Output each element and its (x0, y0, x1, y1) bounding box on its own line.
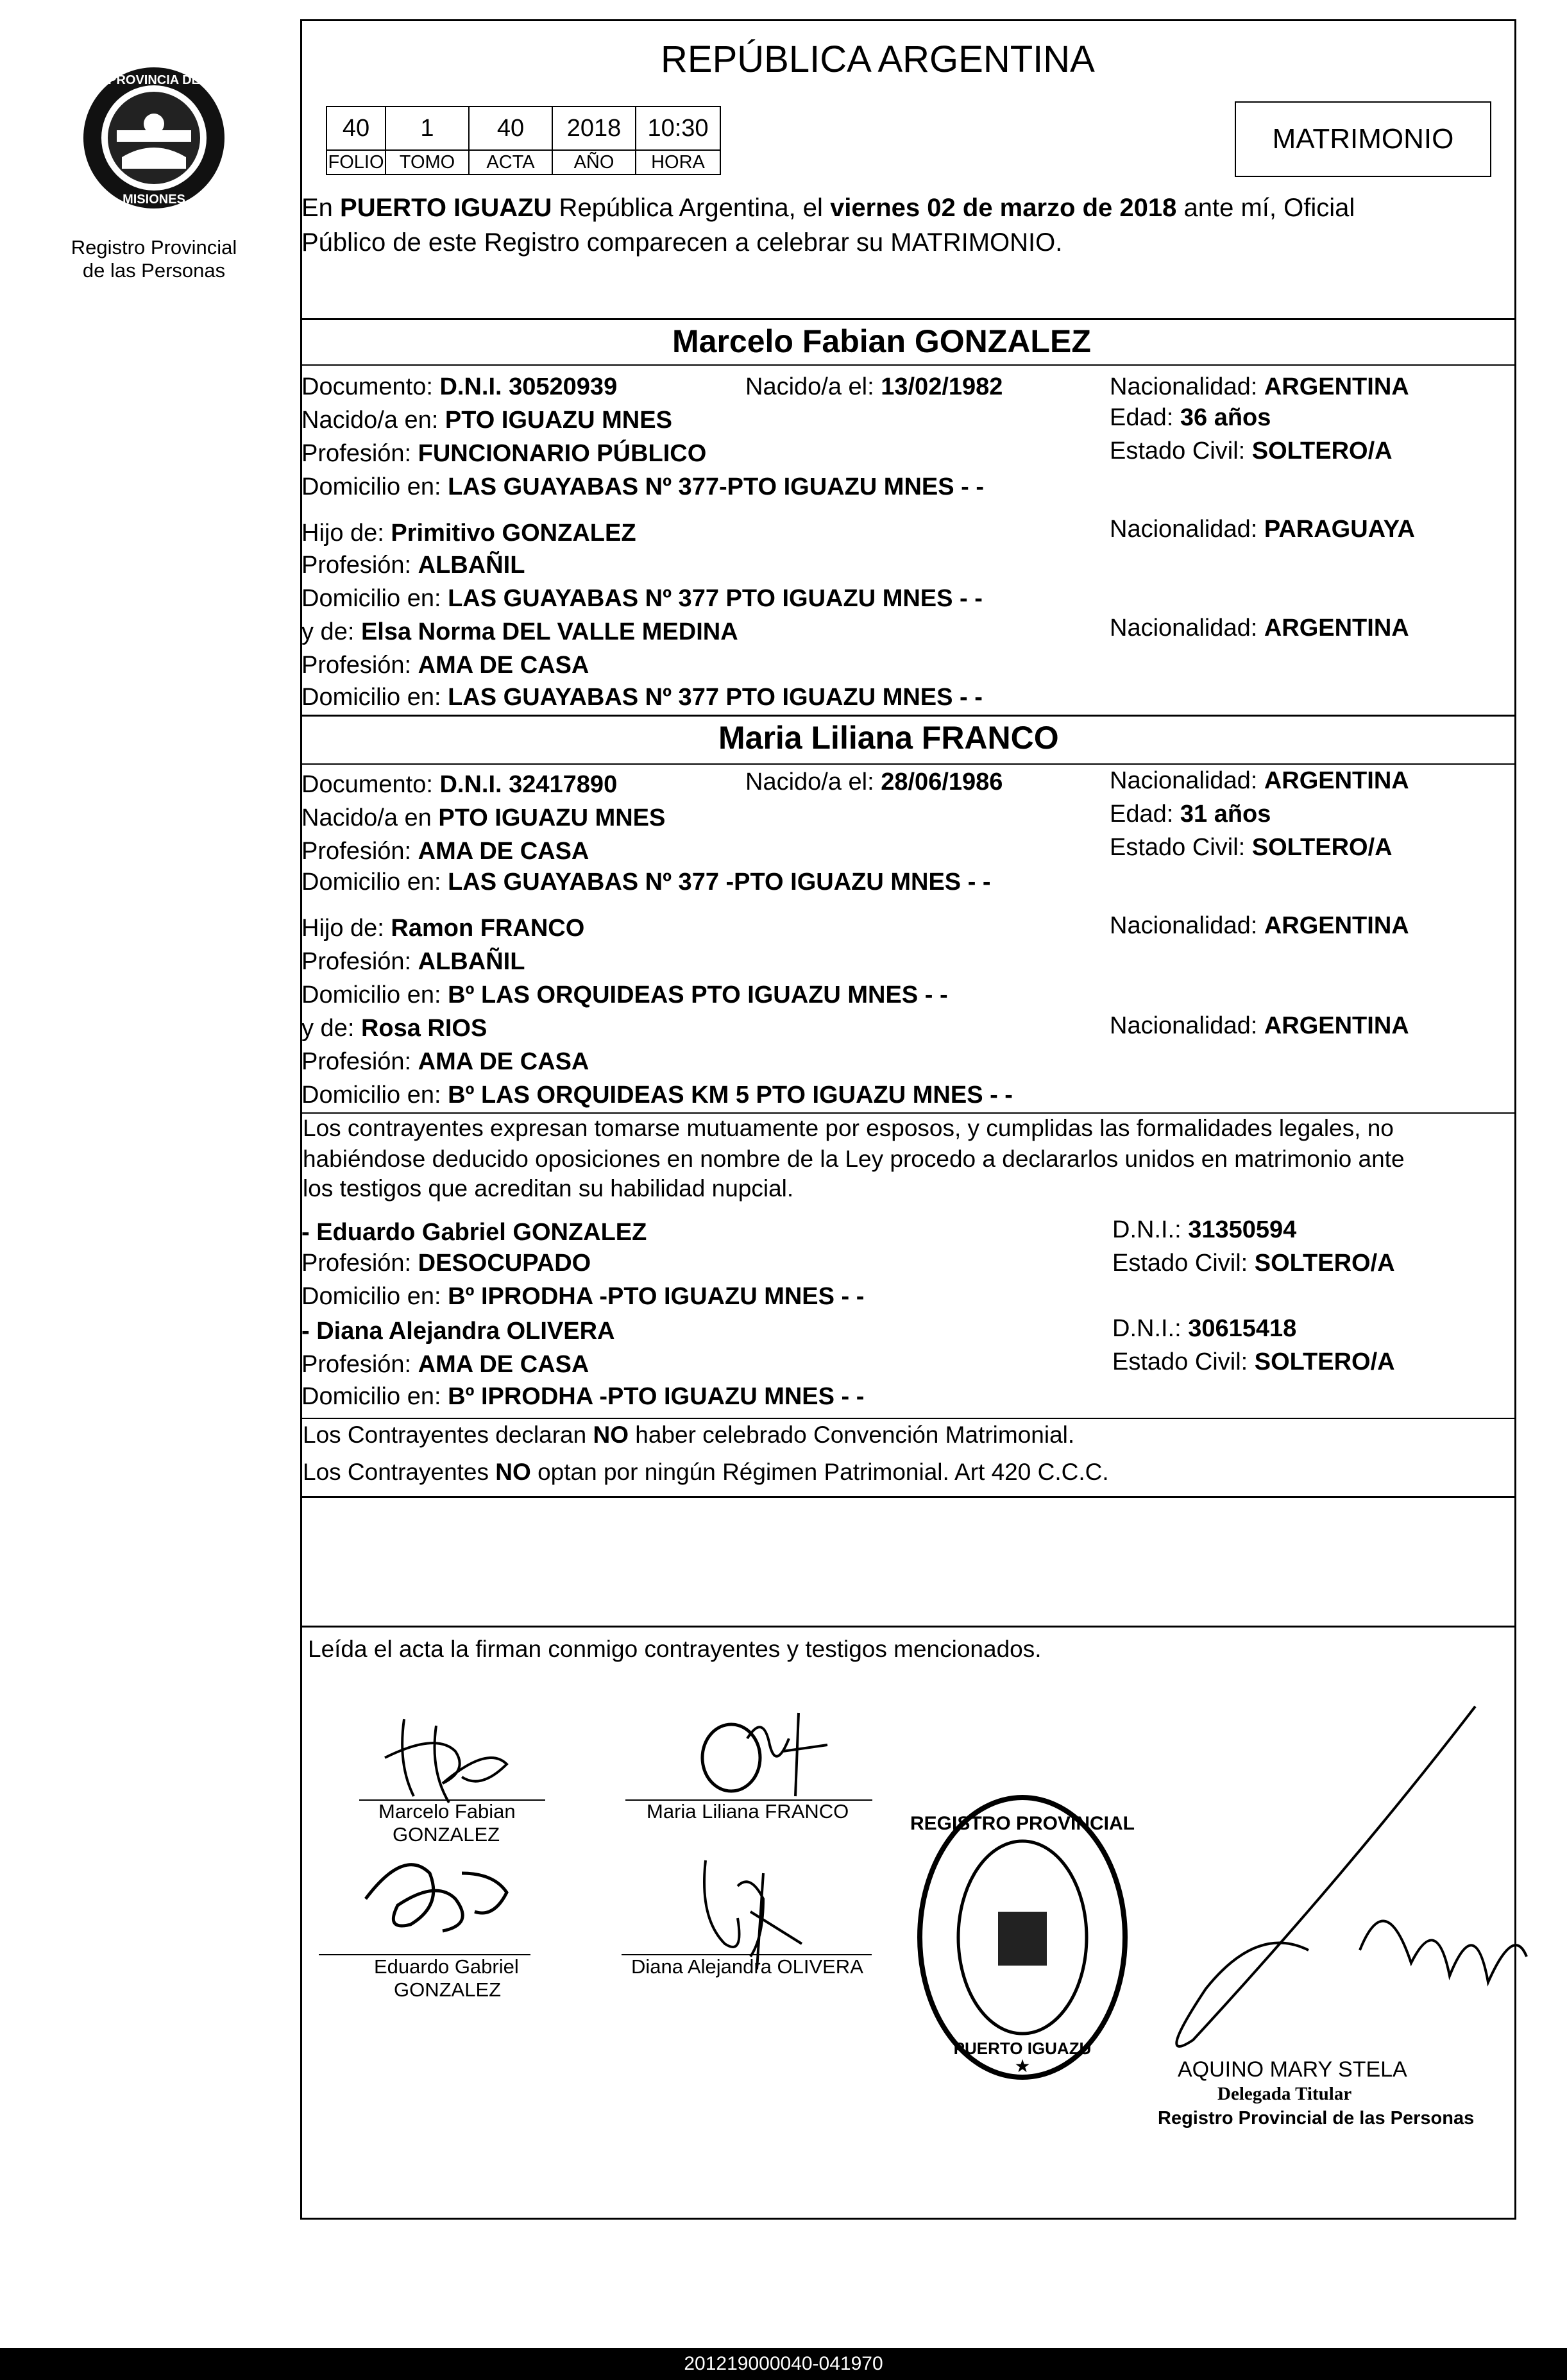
spouse1-mother-domicile: Domicilio en: LAS GUAYABAS Nº 377 PTO IGUAZU MNES - - (301, 684, 983, 711)
folio-label: FOLIO (326, 149, 386, 175)
spouse2-name: Maria Liliana FRANCO (718, 720, 1059, 756)
intro-line-2: Público de este Registro comparecen a celebrar su MATRIMONIO. (301, 228, 1063, 257)
spouse2-mother-nationality: Nacionalidad: ARGENTINA (1110, 1012, 1409, 1039)
divider (300, 364, 1516, 366)
signature-intro: Leída el acta la firman conmigo contrayentes y testigos mencionados. (308, 1636, 1042, 1662)
witness2-profession: Profesión: AMA DE CASA (301, 1351, 589, 1378)
witness2-civil-status: Estado Civil: SOLTERO/A (1112, 1348, 1395, 1375)
spouse2-father-domicile: Domicilio en: Bº LAS ORQUIDEAS PTO IGUAZU MNES - - (301, 982, 948, 1008)
spouse2-father-nationality: Nacionalidad: ARGENTINA (1110, 912, 1409, 939)
spouse2-document: Documento: D.N.I. 32417890 (301, 771, 618, 798)
convention-line-1: Los Contrayentes declaran NO haber celebrado Convención Matrimonial. (303, 1422, 1075, 1448)
spouse1-name: Marcelo Fabian GONZALEZ (672, 323, 1091, 359)
spouse1-civil-status: Estado Civil: SOLTERO/A (1110, 438, 1393, 464)
divider (300, 763, 1516, 765)
official-stamp (910, 1790, 1135, 2085)
spouse1-mother-profession: Profesión: AMA DE CASA (301, 652, 589, 679)
intro-date: viernes 02 de marzo de 2018 (830, 194, 1177, 222)
year-label: AÑO (552, 149, 636, 175)
signature-maria (686, 1700, 866, 1803)
signer3-line2: GONZALEZ (394, 1978, 502, 2001)
spouse1-age: Edad: 36 años (1110, 404, 1271, 431)
spouse1-father-domicile: Domicilio en: LAS GUAYABAS Nº 377 PTO IGUAZU MNES - - (301, 585, 983, 612)
spouse2-domicile: Domicilio en: LAS GUAYABAS Nº 377 -PTO IGUAZU MNES - - (301, 869, 991, 896)
intro-mid: República Argentina, el (552, 194, 831, 222)
declaration-line-2: habiéndose deducido oposiciones en nombre de la Ley procedo a declararlos unidos en matrimonio ante (303, 1146, 1405, 1172)
province-seal (77, 61, 231, 215)
spouse1-born-in: Nacido/a en: PTO IGUAZU MNES (301, 407, 672, 434)
svg-text:MISIONES: MISIONES (123, 192, 185, 207)
divider (300, 318, 1516, 320)
spouse1-document: Documento: D.N.I. 30520939 (301, 373, 618, 400)
acta-value: 40 (468, 106, 553, 151)
spouse2-age: Edad: 31 años (1110, 801, 1271, 828)
country-title: REPÚBLICA ARGENTINA (661, 38, 1095, 80)
spouse2-nationality: Nacionalidad: ARGENTINA (1110, 767, 1409, 794)
spouse1-mother-nationality: Nacionalidad: ARGENTINA (1110, 615, 1409, 642)
spouse2-born-on: Nacido/a el: 28/06/1986 (745, 769, 1003, 795)
witness1-dni: D.N.I.: 31350594 (1112, 1216, 1297, 1243)
intro-suffix: ante mí, Oficial (1176, 194, 1355, 222)
signer1-line2: GONZALEZ (393, 1823, 500, 1846)
svg-text:★: ★ (1014, 2056, 1031, 2076)
spouse2-civil-status: Estado Civil: SOLTERO/A (1110, 834, 1393, 861)
declaration-line-1: Los contrayentes expresan tomarse mutuamente por esposos, y cumplidas las formalidades legales, no (303, 1115, 1394, 1141)
witness2-name: - Diana Alejandra OLIVERA (301, 1318, 615, 1345)
signer4-name: Diana Alejandra OLIVERA (631, 1955, 863, 1978)
spouse1-father-profession: Profesión: ALBAÑIL (301, 552, 525, 579)
tomo-value: 1 (385, 106, 470, 151)
signature-marcelo (359, 1706, 552, 1809)
spouse2-profession: Profesión: AMA DE CASA (301, 838, 589, 865)
declaration-line-3: los testigos que acreditan su habilidad nupcial. (303, 1175, 794, 1202)
divider (300, 1496, 1516, 1498)
witness1-name: - Eduardo Gabriel GONZALEZ (301, 1219, 647, 1246)
year-value: 2018 (552, 106, 636, 151)
witness2-dni: D.N.I.: 30615418 (1112, 1315, 1297, 1342)
tomo-label: TOMO (385, 149, 470, 175)
divider (300, 1626, 1516, 1628)
witness1-civil-status: Estado Civil: SOLTERO/A (1112, 1250, 1395, 1277)
signature-official (1116, 1681, 1539, 2066)
convention-line-2: Los Contrayentes NO optan por ningún Régimen Patrimonial. Art 420 C.C.C. (303, 1459, 1109, 1485)
spouse1-profession: Profesión: FUNCIONARIO PÚBLICO (301, 440, 707, 467)
official-name: AQUINO MARY STELA (1178, 2057, 1407, 2082)
divider (300, 1418, 1516, 1419)
folio-value: 40 (326, 106, 386, 151)
hour-label: HORA (635, 149, 721, 175)
acta-label: ACTA (468, 149, 553, 175)
signer2-name: Maria Liliana FRANCO (647, 1800, 849, 1823)
signature-diana (680, 1848, 847, 1969)
spouse1-father: Hijo de: Primitivo GONZALEZ (301, 520, 636, 547)
act-type-box: MATRIMONIO (1235, 101, 1491, 177)
spouse1-nationality: Nacionalidad: ARGENTINA (1110, 373, 1409, 400)
intro-line-1 (301, 192, 1355, 223)
spouse1-born-on: Nacido/a el: 13/02/1982 (745, 373, 1003, 400)
spouse2-born-in: Nacido/a en PTO IGUAZU MNES (301, 804, 666, 831)
official-organization: Registro Provincial de las Personas (1158, 2108, 1475, 2129)
logo-caption-2: de las Personas (82, 259, 226, 282)
spouse1-mother: y de: Elsa Norma DEL VALLE MEDINA (301, 618, 738, 645)
witness2-domicile: Domicilio en: Bº IPRODHA -PTO IGUAZU MNES - - (301, 1383, 865, 1410)
signature-eduardo (346, 1835, 539, 1950)
signer3-line1: Eduardo Gabriel (374, 1955, 519, 1978)
signer1-line1: Marcelo Fabian (378, 1800, 516, 1823)
spouse2-mother-domicile: Domicilio en: Bº LAS ORQUIDEAS KM 5 PTO IGUAZU MNES - - (301, 1082, 1013, 1109)
divider (300, 715, 1516, 717)
witness1-profession: Profesión: DESOCUPADO (301, 1250, 591, 1277)
spouse2-father: Hijo de: Ramon FRANCO (301, 915, 585, 942)
spouse2-father-profession: Profesión: ALBAÑIL (301, 948, 525, 975)
official-title: Delegada Titular (1217, 2084, 1352, 2104)
intro-city: PUERTO IGUAZU (340, 194, 552, 222)
logo-caption-1: Registro Provincial (71, 236, 237, 259)
spouse2-mother: y de: Rosa RIOS (301, 1015, 487, 1042)
spouse1-domicile: Domicilio en: LAS GUAYABAS Nº 377-PTO IGUAZU MNES - - (301, 473, 985, 500)
intro-prefix: En (301, 194, 341, 222)
document-barcode-number: 201219000040-041970 (0, 2348, 1567, 2380)
svg-text:REGISTRO PROVINCIAL: REGISTRO PROVINCIAL (910, 1813, 1135, 1834)
hour-value: 10:30 (635, 106, 721, 151)
spouse1-father-nationality: Nacionalidad: PARAGUAYA (1110, 516, 1415, 543)
svg-text:PUERTO IGUAZU: PUERTO IGUAZU (953, 2039, 1092, 2058)
witness1-domicile: Domicilio en: Bº IPRODHA -PTO IGUAZU MNES - - (301, 1283, 865, 1310)
spouse2-mother-profession: Profesión: AMA DE CASA (301, 1048, 589, 1075)
svg-text:PROVINCIA DE: PROVINCIA DE (108, 73, 200, 87)
